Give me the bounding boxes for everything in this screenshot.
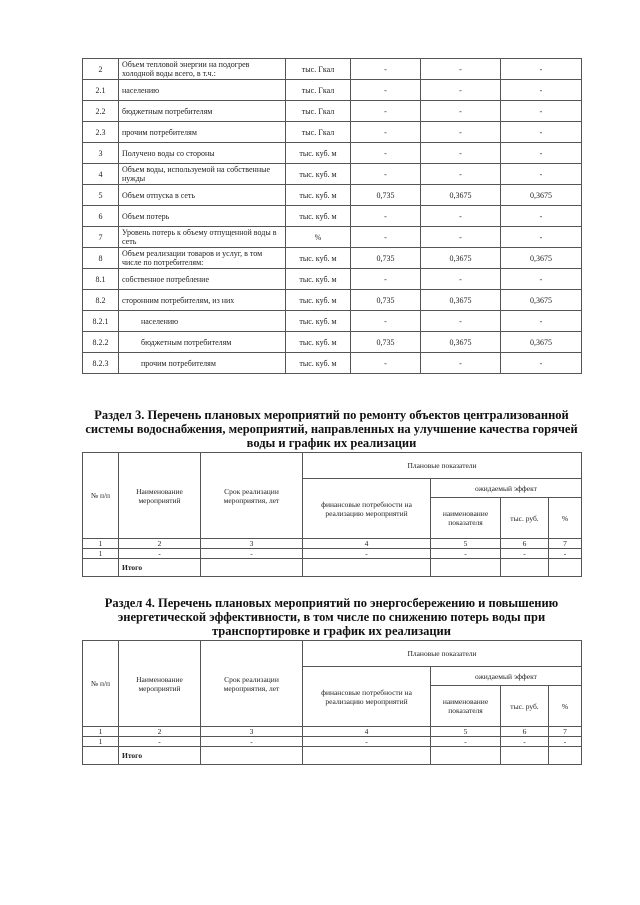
row-number: 8.2: [83, 290, 119, 311]
row-value: -: [421, 59, 501, 80]
row-value: 0,735: [351, 185, 421, 206]
row-value: 0,735: [351, 248, 421, 269]
row-name: бюджетным потребителям: [119, 101, 286, 122]
row-name: Объем отпуска в сеть: [119, 185, 286, 206]
header-percent: %: [549, 686, 582, 727]
row-number: 8.2.2: [83, 332, 119, 353]
section4-table: [82, 640, 582, 765]
header-plan: Плановые показатели: [303, 641, 582, 667]
row-number: 7: [83, 227, 119, 248]
row-value: -: [421, 164, 501, 185]
row-number: 2.3: [83, 122, 119, 143]
total-label: Итого: [119, 559, 201, 577]
numbering-row: 1 2 3 4 5 6 7: [83, 539, 582, 549]
row-number: 2: [83, 59, 119, 80]
header-rub: тыс. руб.: [501, 686, 549, 727]
row-name: населению: [119, 311, 286, 332]
row-value: 0,735: [351, 290, 421, 311]
row-value: -: [501, 269, 582, 290]
row-unit: тыс. куб. м: [286, 311, 351, 332]
row-value: -: [351, 227, 421, 248]
table-row: [83, 185, 582, 206]
header-plan: Плановые показатели: [303, 453, 582, 479]
row-value: -: [501, 311, 582, 332]
table-row: [83, 227, 582, 248]
table-row: 1 - - - - - -: [83, 549, 582, 559]
row-name: прочим потребителям: [119, 353, 286, 374]
row-value: -: [351, 269, 421, 290]
row-name: Объем реализации товаров и услуг, в том числе по потребителям:: [119, 248, 286, 269]
table-row: [83, 353, 582, 374]
header-indicator: наименование показателя: [431, 686, 501, 727]
row-value: 0,3675: [501, 290, 582, 311]
row-value: 0,3675: [421, 248, 501, 269]
header-indicator: наименование показателя: [431, 498, 501, 539]
row-unit: тыс. куб. м: [286, 269, 351, 290]
row-value: -: [421, 353, 501, 374]
row-value: -: [421, 206, 501, 227]
row-value: 0,3675: [501, 185, 582, 206]
header-effect: ожидаемый эффект: [431, 479, 582, 498]
header-name: Наименование мероприятий: [119, 453, 201, 539]
row-value: -: [351, 311, 421, 332]
section3-title: Раздел 3. Перечень плановых мероприятий по ремонту объектов централизованной системы водоснабжения, мероприятий, направленных на улучшение качества горячей воды и график их реализации: [85, 408, 578, 450]
row-unit: %: [286, 227, 351, 248]
row-number: 6: [83, 206, 119, 227]
header-num: № п/п: [83, 641, 119, 727]
row-name: Уровень потерь к объему отпущенной воды в сеть: [119, 227, 286, 248]
row-value: 0,3675: [421, 332, 501, 353]
row-unit: тыс. куб. м: [286, 290, 351, 311]
row-unit: тыс. куб. м: [286, 206, 351, 227]
row-number: 8.2.1: [83, 311, 119, 332]
row-name: прочим потребителям: [119, 122, 286, 143]
header-financial: финансовые потребности на реализацию мероприятий: [303, 667, 431, 727]
table-row: [83, 269, 582, 290]
row-value: -: [351, 122, 421, 143]
row-value: -: [501, 164, 582, 185]
row-value: -: [351, 101, 421, 122]
row-name: Получено воды со стороны: [119, 143, 286, 164]
table-row: [83, 80, 582, 101]
header-financial: финансовые потребности на реализацию мероприятий: [303, 479, 431, 539]
row-value: -: [421, 269, 501, 290]
row-name: Объем тепловой энергии на подогрев холодной воды всего, в т.ч.:: [119, 59, 286, 80]
section3-table: [82, 452, 582, 577]
row-value: -: [501, 227, 582, 248]
row-unit: тыс. куб. м: [286, 185, 351, 206]
row-unit: тыс. Гкал: [286, 122, 351, 143]
row-number: 5: [83, 185, 119, 206]
section4-title: Раздел 4. Перечень плановых мероприятий по энергосбережению и повышению энергетической эффективности, в том числе по снижению потерь воды при транспортировке и график их реализации: [104, 596, 559, 638]
row-value: -: [421, 311, 501, 332]
row-value: -: [351, 80, 421, 101]
row-value: -: [501, 143, 582, 164]
total-row: [83, 559, 582, 577]
row-value: -: [421, 143, 501, 164]
row-name: сторонним потребителям, из них: [119, 290, 286, 311]
table-row: [83, 248, 582, 269]
table-row: [83, 290, 582, 311]
row-value: -: [421, 80, 501, 101]
table-row: 1 - - - - - -: [83, 737, 582, 747]
row-value: -: [351, 353, 421, 374]
row-unit: тыс. куб. м: [286, 164, 351, 185]
row-value: -: [351, 59, 421, 80]
row-value: 0,3675: [501, 248, 582, 269]
row-value: -: [421, 227, 501, 248]
row-unit: тыс. куб. м: [286, 332, 351, 353]
row-number: 3: [83, 143, 119, 164]
table-row: [83, 206, 582, 227]
table-row: [83, 122, 582, 143]
row-name: собственное потребление: [119, 269, 286, 290]
row-value: -: [421, 101, 501, 122]
row-value: -: [501, 353, 582, 374]
header-num: № п/п: [83, 453, 119, 539]
row-value: 0,735: [351, 332, 421, 353]
row-name: населению: [119, 80, 286, 101]
table-row: [83, 164, 582, 185]
row-value: -: [501, 80, 582, 101]
header-name: Наименование мероприятий: [119, 641, 201, 727]
row-value: 0,3675: [421, 185, 501, 206]
row-number: 8.1: [83, 269, 119, 290]
table-row: [83, 101, 582, 122]
row-value: -: [421, 122, 501, 143]
row-unit: тыс. куб. м: [286, 143, 351, 164]
row-unit: тыс. Гкал: [286, 80, 351, 101]
table-row: [83, 59, 582, 80]
row-number: 2.2: [83, 101, 119, 122]
row-value: -: [351, 143, 421, 164]
row-value: 0,3675: [421, 290, 501, 311]
row-value: -: [501, 206, 582, 227]
numbering-row: 1 2 3 4 5 6 7: [83, 727, 582, 737]
total-row: [83, 747, 582, 765]
row-name: Объем потерь: [119, 206, 286, 227]
row-unit: тыс. Гкал: [286, 101, 351, 122]
row-unit: тыс. Гкал: [286, 59, 351, 80]
row-name: Объем воды, используемой на собственные нужды: [119, 164, 286, 185]
row-unit: тыс. куб. м: [286, 353, 351, 374]
row-value: -: [501, 59, 582, 80]
row-value: -: [351, 206, 421, 227]
row-number: 4: [83, 164, 119, 185]
row-value: -: [351, 164, 421, 185]
row-value: -: [501, 101, 582, 122]
row-number: 8.2.3: [83, 353, 119, 374]
table-row: [83, 332, 582, 353]
total-label: Итого: [119, 747, 201, 765]
table-row: [83, 311, 582, 332]
row-value: -: [501, 122, 582, 143]
header-rub: тыс. руб.: [501, 498, 549, 539]
table-row: [83, 143, 582, 164]
water-volume-table: [82, 58, 582, 374]
row-number: 8: [83, 248, 119, 269]
row-number: 2.1: [83, 80, 119, 101]
row-name: бюджетным потребителям: [119, 332, 286, 353]
header-term: Срок реализации мероприятия, лет: [201, 453, 303, 539]
header-percent: %: [549, 498, 582, 539]
header-effect: ожидаемый эффект: [431, 667, 582, 686]
row-value: 0,3675: [501, 332, 582, 353]
header-term: Срок реализации мероприятия, лет: [201, 641, 303, 727]
row-unit: тыс. куб. м: [286, 248, 351, 269]
